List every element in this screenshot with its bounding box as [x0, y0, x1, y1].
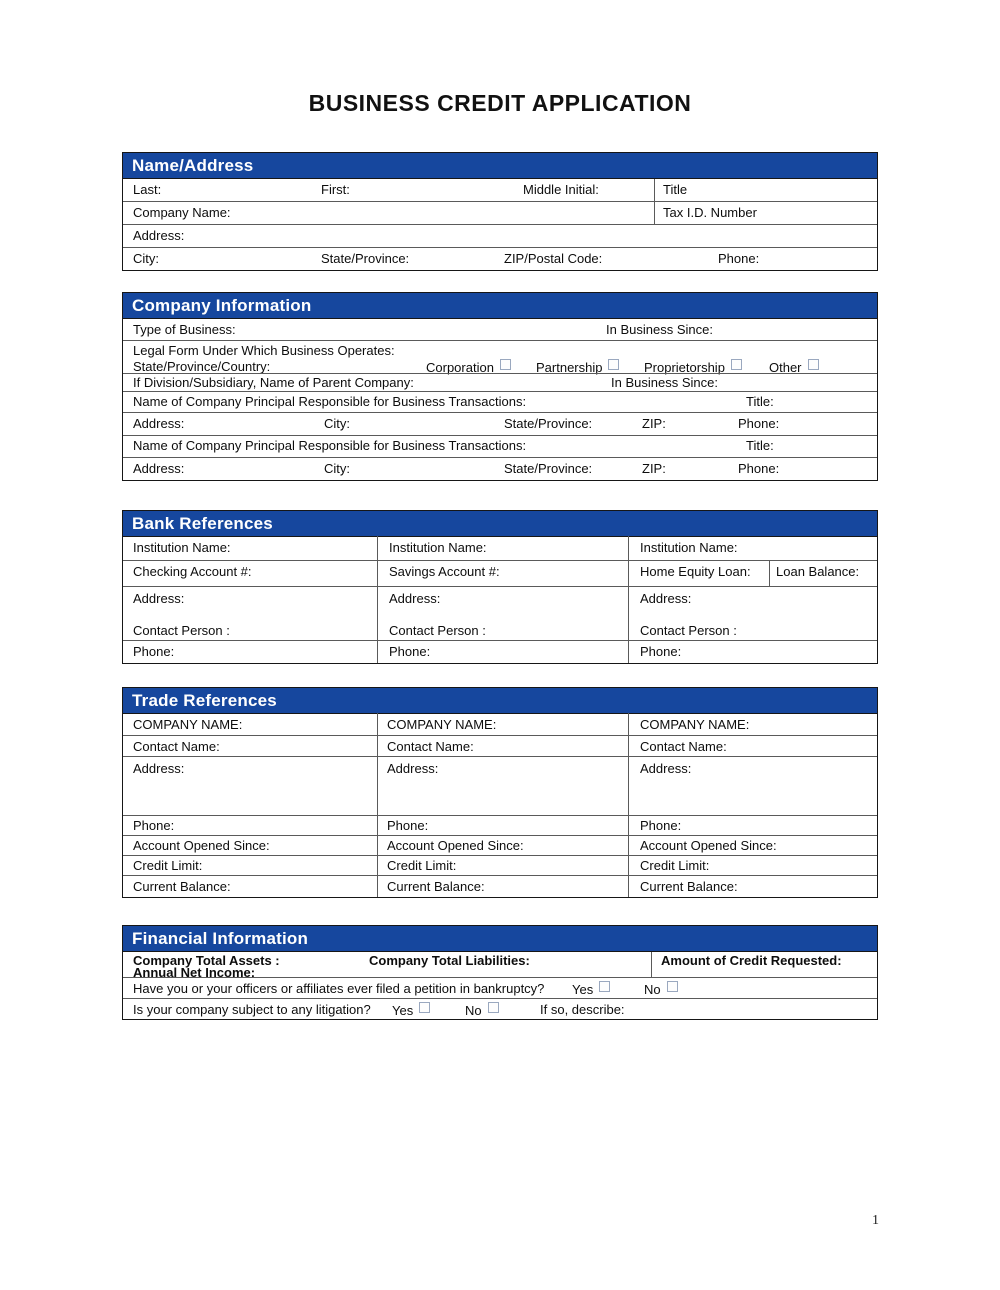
label-phone-1: Phone:: [133, 644, 175, 659]
row-trade-company-name: [123, 713, 877, 735]
checkbox-corporation[interactable]: [500, 359, 511, 370]
checkbox-litigation-yes[interactable]: [419, 1002, 430, 1013]
label-contact-person-2: Contact Person :: [389, 623, 486, 638]
column-divider: [377, 536, 378, 663]
row-trade-contact-name: [123, 735, 877, 756]
label-address: Address:: [133, 228, 185, 243]
label-trade-contact-2: Contact Name:: [387, 739, 474, 754]
label-litigation-question: Is your company subject to any litigation?: [133, 1002, 371, 1017]
label-checking-account: Checking Account #:: [133, 564, 252, 579]
label-trade-address-2: Address:: [387, 761, 439, 776]
label-company-total-liabilities: Company Total Liabilities:: [369, 953, 530, 968]
row-trade-credit-limit: [123, 855, 877, 875]
cell-divider: [654, 202, 655, 224]
label-annual-net-income: Annual Net Income:: [133, 965, 256, 980]
label-city: City:: [133, 251, 159, 266]
label-trade-contact-3: Contact Name:: [640, 739, 727, 754]
checkbox-bankruptcy-yes[interactable]: [599, 981, 610, 992]
label-credit-limit-2: Credit Limit:: [387, 858, 457, 873]
label-savings-account: Savings Account #:: [389, 564, 500, 579]
cell-divider: [651, 952, 652, 977]
label-account-opened-2: Account Opened Since:: [387, 838, 524, 853]
section-header-financial-information: Financial Information: [123, 926, 877, 951]
label-middle-initial: Middle Initial:: [523, 182, 599, 197]
label-proprietorship: Proprietorship: [644, 360, 725, 375]
label-other: Other: [769, 360, 802, 375]
label-no: No: [644, 982, 661, 997]
label-last: Last:: [133, 182, 162, 197]
label-state-province: State/Province:: [504, 461, 593, 476]
label-tax-id: Tax I.D. Number: [663, 205, 757, 220]
column-divider: [628, 536, 629, 663]
row-trade-phone: [123, 815, 877, 835]
label-credit-limit-1: Credit Limit:: [133, 858, 203, 873]
label-principal-title: Title:: [746, 394, 774, 409]
page-number: 1: [872, 1213, 879, 1228]
label-address-3: Address:: [640, 591, 692, 606]
section-name-address: [122, 152, 878, 271]
label-state-province: State/Province:: [504, 416, 593, 431]
label-company-total-assets: Company Total Assets :: [133, 953, 280, 968]
row-city-state: [123, 247, 877, 270]
row-institution-name: [123, 536, 877, 560]
label-institution-name-1: Institution Name:: [133, 540, 231, 555]
row-address: [123, 224, 877, 247]
label-phone-2: Phone:: [389, 644, 431, 659]
label-phone: Phone:: [738, 416, 780, 431]
row-totals: [123, 951, 877, 980]
label-first: First:: [321, 182, 350, 197]
row-legal-form: [123, 340, 877, 373]
label-address: Address:: [133, 416, 185, 431]
row-company-name: [123, 201, 877, 224]
cell-divider: [654, 179, 655, 201]
option-bankruptcy-no: [644, 981, 678, 997]
label-state-province: State/Province:: [321, 251, 410, 266]
label-zip: ZIP:: [642, 416, 666, 431]
row-trade-current-balance: [123, 875, 877, 897]
label-legal-form: Legal Form Under Which Business Operates:: [133, 343, 395, 358]
label-zip: ZIP:: [642, 461, 666, 476]
label-state-province-country: State/Province/Country:: [133, 359, 271, 374]
label-corporation: Corporation: [426, 360, 494, 375]
row-trade-account-opened: [123, 835, 877, 855]
document-title: BUSINESS CREDIT APPLICATION: [308, 90, 692, 116]
label-division-parent: If Division/Subsidiary, Name of Parent Company:: [133, 375, 414, 390]
option-litigation-yes: [392, 1002, 430, 1018]
label-principal-title: Title:: [746, 438, 774, 453]
row-principal-address-1: [123, 412, 877, 435]
section-header-name-address: Name/Address: [123, 153, 877, 178]
label-current-balance-1: Current Balance:: [133, 879, 231, 894]
label-phone-3: Phone:: [640, 644, 682, 659]
label-amount-credit-requested: Amount of Credit Requested:: [661, 953, 842, 968]
label-credit-limit-3: Credit Limit:: [640, 858, 710, 873]
section-trade-references: [122, 687, 878, 898]
row-principal-1: [123, 391, 877, 412]
label-institution-name-3: Institution Name:: [640, 540, 738, 555]
row-trade-address: [123, 756, 877, 815]
row-phone: [123, 640, 877, 663]
option-litigation-no: [465, 1002, 499, 1018]
checkbox-other[interactable]: [808, 359, 819, 370]
label-partnership: Partnership: [536, 360, 603, 375]
section-company-information: [122, 292, 878, 481]
label-home-equity-loan: Home Equity Loan:: [640, 564, 751, 579]
checkbox-partnership[interactable]: [608, 359, 619, 370]
label-in-business-since: In Business Since:: [611, 375, 718, 390]
label-city: City:: [324, 416, 350, 431]
row-accounts: [123, 560, 877, 586]
label-loan-balance: Loan Balance:: [776, 564, 860, 579]
label-trade-contact-1: Contact Name:: [133, 739, 220, 754]
checkbox-proprietorship[interactable]: [731, 359, 742, 370]
label-city: City:: [324, 461, 350, 476]
section-bank-references: [122, 510, 878, 664]
label-current-balance-2: Current Balance:: [387, 879, 485, 894]
row-principal-address-2: [123, 457, 877, 480]
label-trade-address-1: Address:: [133, 761, 185, 776]
label-trade-company-name-2: COMPANY NAME:: [387, 717, 497, 732]
label-principal: Name of Company Principal Responsible for Business Transactions:: [133, 438, 527, 453]
row-bankruptcy-question: [123, 977, 877, 998]
cell-divider: [769, 561, 770, 586]
section-header-bank-references: Bank References: [123, 511, 877, 536]
section-header-company-information: Company Information: [123, 293, 877, 318]
label-trade-address-3: Address:: [640, 761, 692, 776]
label-institution-name-2: Institution Name:: [389, 540, 487, 555]
checkbox-bankruptcy-no[interactable]: [667, 981, 678, 992]
label-company-name: Company Name:: [133, 205, 231, 220]
label-trade-phone-2: Phone:: [387, 818, 429, 833]
label-phone: Phone:: [718, 251, 760, 266]
row-principal-2: [123, 435, 877, 457]
label-no: No: [465, 1003, 482, 1018]
section-financial-information: [122, 925, 878, 1020]
checkbox-litigation-no[interactable]: [488, 1002, 499, 1013]
label-in-business-since: In Business Since:: [606, 322, 713, 337]
row-type-of-business: [123, 318, 877, 340]
label-contact-person-1: Contact Person :: [133, 623, 230, 638]
label-trade-phone-3: Phone:: [640, 818, 682, 833]
column-divider: [628, 713, 629, 897]
label-yes: Yes: [572, 982, 594, 997]
label-phone: Phone:: [738, 461, 780, 476]
label-type-of-business: Type of Business:: [133, 322, 236, 337]
row-division-parent: [123, 373, 877, 391]
label-address: Address:: [133, 461, 185, 476]
label-address-2: Address:: [389, 591, 441, 606]
label-trade-company-name-3: COMPANY NAME:: [640, 717, 750, 732]
row-address-contact: [123, 586, 877, 640]
label-contact-person-3: Contact Person :: [640, 623, 737, 638]
label-principal: Name of Company Principal Responsible for Business Transactions:: [133, 394, 527, 409]
label-title: Title: [663, 182, 688, 197]
row-litigation-question: [123, 998, 877, 1019]
label-account-opened-1: Account Opened Since:: [133, 838, 270, 853]
option-bankruptcy-yes: [572, 981, 610, 997]
label-current-balance-3: Current Balance:: [640, 879, 738, 894]
row-name: [123, 178, 877, 201]
label-zip-postal: ZIP/Postal Code:: [504, 251, 603, 266]
label-trade-phone-1: Phone:: [133, 818, 175, 833]
label-bankruptcy-question: Have you or your officers or affiliates ever filed a petition in bankruptcy?: [133, 981, 545, 996]
label-address-1: Address:: [133, 591, 185, 606]
section-header-trade-references: Trade References: [123, 688, 877, 713]
label-if-so-describe: If so, describe:: [540, 1002, 625, 1017]
label-account-opened-3: Account Opened Since:: [640, 838, 777, 853]
label-yes: Yes: [392, 1003, 414, 1018]
column-divider: [377, 713, 378, 897]
label-trade-company-name-1: COMPANY NAME:: [133, 717, 243, 732]
